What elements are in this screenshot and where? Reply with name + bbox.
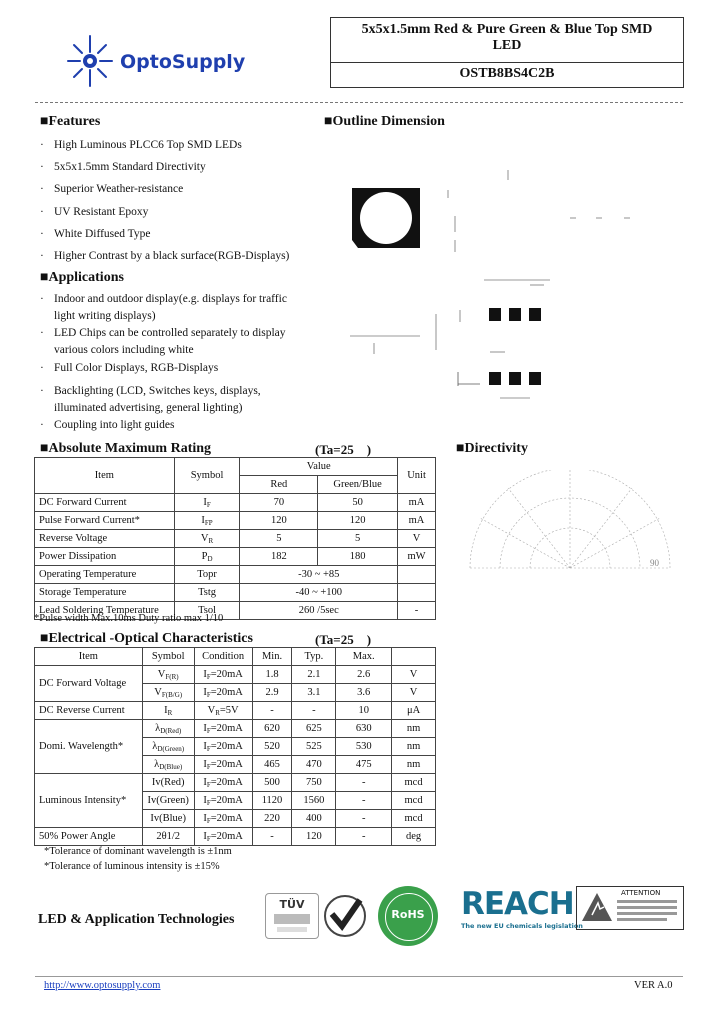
company-logo bbox=[58, 32, 278, 92]
features-heading: ■Features bbox=[40, 114, 101, 129]
table-row: Domi. Wavelength* $\lambda_{D(Red)}$ $I_F=20mA$ 620 625 630 nm bbox=[35, 720, 436, 738]
table-row: Reverse Voltage $V_R$ 5 5 V bbox=[35, 530, 436, 548]
title-line2: LED bbox=[492, 38, 522, 53]
outline-heading: ■Outline Dimension bbox=[324, 114, 445, 129]
list-item: · White Diffused Type bbox=[40, 228, 151, 240]
col-header: Min. bbox=[252, 648, 292, 666]
col-header: Item bbox=[35, 458, 175, 494]
eoc-condition: (Ta=25 ) bbox=[315, 632, 372, 647]
list-item: · Backlighting (LCD, Switches keys, displays, illuminated advertising, general lighting) bbox=[40, 385, 261, 414]
amr-table bbox=[34, 457, 436, 620]
table-row: $\lambda_{D(Green)}$ $I_F=20mA$ 520 525 530 nm bbox=[35, 738, 436, 756]
list-item: · LED Chips can be controlled separately to display various colors including white bbox=[40, 327, 286, 356]
sunburst-icon bbox=[62, 32, 118, 90]
eoc-heading: ■Electrical -Optical Characteristics bbox=[40, 631, 253, 646]
col-header: Red bbox=[240, 476, 318, 494]
outline-drawing bbox=[330, 140, 650, 410]
col-header: Condition bbox=[194, 648, 252, 666]
applications-heading: ■Applications bbox=[40, 270, 124, 285]
list-item: · Full Color Displays, RGB-Displays bbox=[40, 362, 219, 374]
list-item: · UV Resistant Epoxy bbox=[40, 206, 149, 218]
reach-label: REACH bbox=[461, 886, 574, 922]
website-link[interactable]: http://www.optosupply.com bbox=[44, 980, 161, 991]
list-item: · Coupling into light guides bbox=[40, 419, 175, 431]
amr-condition: (Ta=25 ) bbox=[315, 442, 372, 457]
tuv-badge bbox=[265, 893, 319, 939]
footer-divider bbox=[35, 976, 683, 977]
col-header: Value bbox=[240, 458, 398, 476]
amr-note: *Pulse width Max.10ms Duty ratio max 1/10 bbox=[34, 613, 224, 624]
table-row: $V_{F(B/G)}$ $I_F=20mA$ 2.9 3.1 3.6 V bbox=[35, 684, 436, 702]
col-header: Item bbox=[35, 648, 143, 666]
esd-warning-icon bbox=[580, 891, 614, 923]
tuv-label: TÜV bbox=[279, 898, 305, 911]
table-row: DC Forward Voltage $V_{F(R)}$ $I_F=20mA$ 1.8 2.1 2.6 V bbox=[35, 666, 436, 684]
divider bbox=[35, 102, 683, 103]
list-item: · Higher Contrast by a black surface(RGB-Displays) bbox=[40, 250, 290, 262]
table-row: DC Forward Current $I_F$ 70 50 mA bbox=[35, 494, 436, 512]
table-row: $\lambda_{D(Blue)}$ $I_F=20mA$ 465 470 475 nm bbox=[35, 756, 436, 774]
list-item: · High Luminous PLCC6 Top SMD LEDs bbox=[40, 139, 242, 151]
table-row: Pulse Forward Current* $I_{FP}$ 120 120 mA bbox=[35, 512, 436, 530]
table-row: Storage Temperature Tstg -40 ~ +100 bbox=[35, 584, 436, 602]
table-row: Power Dissipation $P_D$ 182 180 mW bbox=[35, 548, 436, 566]
directivity-heading: ■Directivity bbox=[456, 441, 528, 456]
eoc-note: *Tolerance of dominant wavelength is ±1nm bbox=[44, 846, 232, 857]
col-header: Symbol bbox=[174, 458, 240, 494]
checkmark-badge-icon bbox=[322, 890, 368, 938]
footer-tagline: LED & Application Technologies bbox=[38, 912, 235, 927]
col-header: Symbol bbox=[142, 648, 194, 666]
list-item: · Superior Weather-resistance bbox=[40, 183, 184, 195]
list-item: · 5x5x1.5mm Standard Directivity bbox=[40, 161, 206, 173]
table-row: Luminous Intensity* Iv(Red) $I_F=20mA$ 500 750 - mcd bbox=[35, 774, 436, 792]
attention-label: ATTENTION bbox=[621, 889, 661, 897]
esd-attention-badge bbox=[576, 886, 684, 930]
amr-heading: ■Absolute Maximum Rating bbox=[40, 441, 212, 456]
title-line1: 5x5x1.5mm Red & Pure Green & Blue Top SMD bbox=[361, 22, 653, 37]
table-row: Operating Temperature Topr -30 ~ +85 bbox=[35, 566, 436, 584]
col-header: Green/Blue bbox=[318, 476, 398, 494]
col-header bbox=[392, 648, 436, 666]
directivity-chart bbox=[460, 470, 680, 580]
table-row: Lead Soldering Temperature Tsol 260 /5sec - bbox=[35, 602, 436, 620]
version: VER A.0 bbox=[634, 980, 673, 991]
part-number: OSTB8BS4C2B bbox=[459, 66, 555, 81]
company-name: OptoSupply bbox=[120, 51, 246, 73]
col-header: Unit bbox=[398, 458, 436, 494]
table-row: 50% Power Angle 2θ1/2 $I_F=20mA$ - 120 - deg bbox=[35, 828, 436, 846]
rohs-badge bbox=[378, 886, 438, 946]
table-row: DC Reverse Current $I_R$ $V_R=5V$ - - 10 μA bbox=[35, 702, 436, 720]
eoc-table bbox=[34, 647, 436, 846]
rohs-label: RoHS bbox=[391, 908, 425, 921]
col-header: Typ. bbox=[292, 648, 336, 666]
table-row: Iv(Green) $I_F=20mA$ 1120 1560 - mcd bbox=[35, 792, 436, 810]
col-header: Max. bbox=[336, 648, 392, 666]
table-row: Iv(Blue) $I_F=20mA$ 220 400 - mcd bbox=[35, 810, 436, 828]
list-item: · Indoor and outdoor display(e.g. displays for traffic light writing displays) bbox=[40, 293, 287, 322]
title-box bbox=[330, 17, 684, 88]
eoc-note: *Tolerance of luminous intensity is ±15% bbox=[44, 861, 220, 872]
reach-badge bbox=[461, 886, 583, 938]
reach-sub: The new EU chemicals legislation bbox=[461, 922, 583, 930]
angle-label: 90 bbox=[650, 558, 659, 568]
